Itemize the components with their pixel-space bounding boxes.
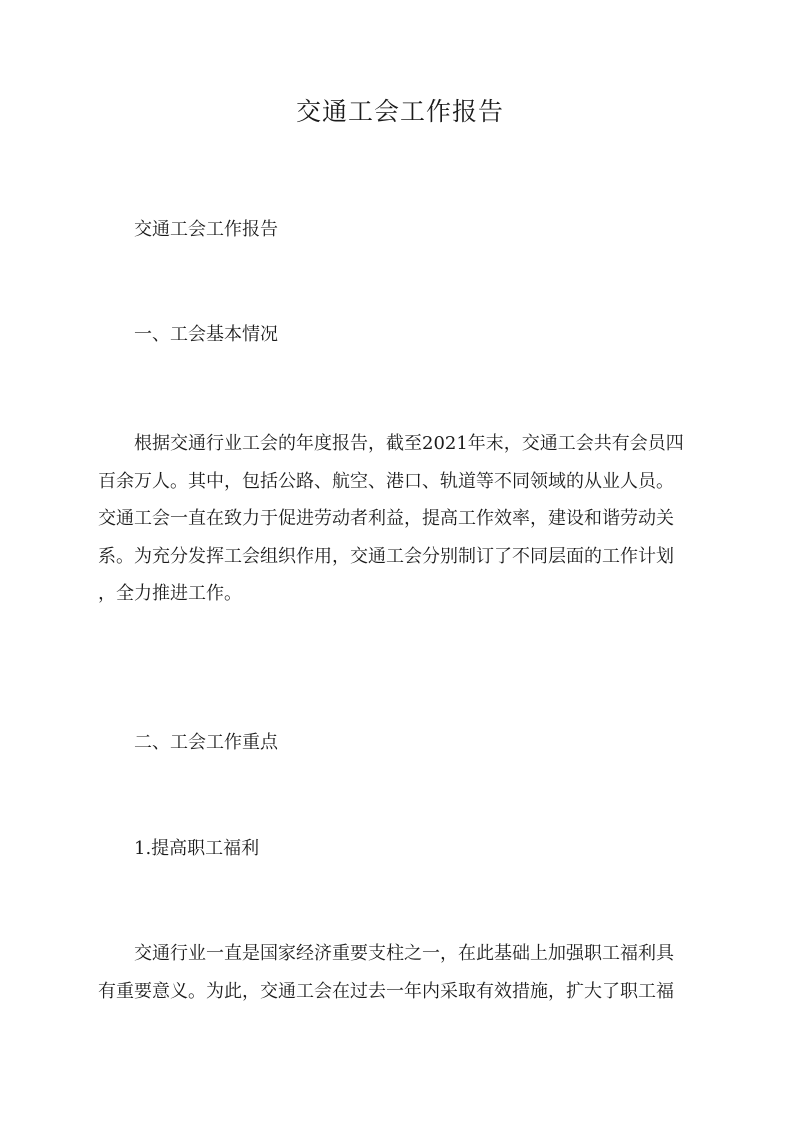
section-heading-basic-info: 一、工会基本情况	[134, 324, 278, 345]
paragraph-line: 有重要意义。为此，交通工会在过去一年内采取有效措施，扩大了职工福	[98, 980, 674, 1002]
paragraph-line: 百余万人。其中，包括公路、航空、港口、轨道等不同领域的从业人员。	[98, 470, 674, 492]
paragraph-line: 根据交通行业工会的年度报告，截至2021年末，交通工会共有会员四	[134, 433, 684, 454]
document-subtitle: 交通工会工作报告	[134, 219, 278, 240]
paragraph-basic-info	[98, 425, 708, 613]
paragraph-welfare	[98, 935, 708, 1010]
document-title: 交通工会工作报告	[295, 97, 504, 126]
subsection-heading-welfare: 1.提高职工福利	[134, 838, 260, 859]
paragraph-line: 交通工会一直在致力于促进劳动者利益，提高工作效率，建设和谐劳动关	[98, 508, 674, 529]
paragraph-line: 系。为充分发挥工会组织作用，交通工会分别制订了不同层面的工作计划	[98, 545, 674, 567]
section-heading-work-focus: 二、工会工作重点	[134, 732, 278, 753]
paragraph-line: ，全力推进工作。	[98, 583, 242, 604]
paragraph-line: 交通行业一直是国家经济重要支柱之一，在此基础上加强职工福利具	[134, 943, 674, 964]
